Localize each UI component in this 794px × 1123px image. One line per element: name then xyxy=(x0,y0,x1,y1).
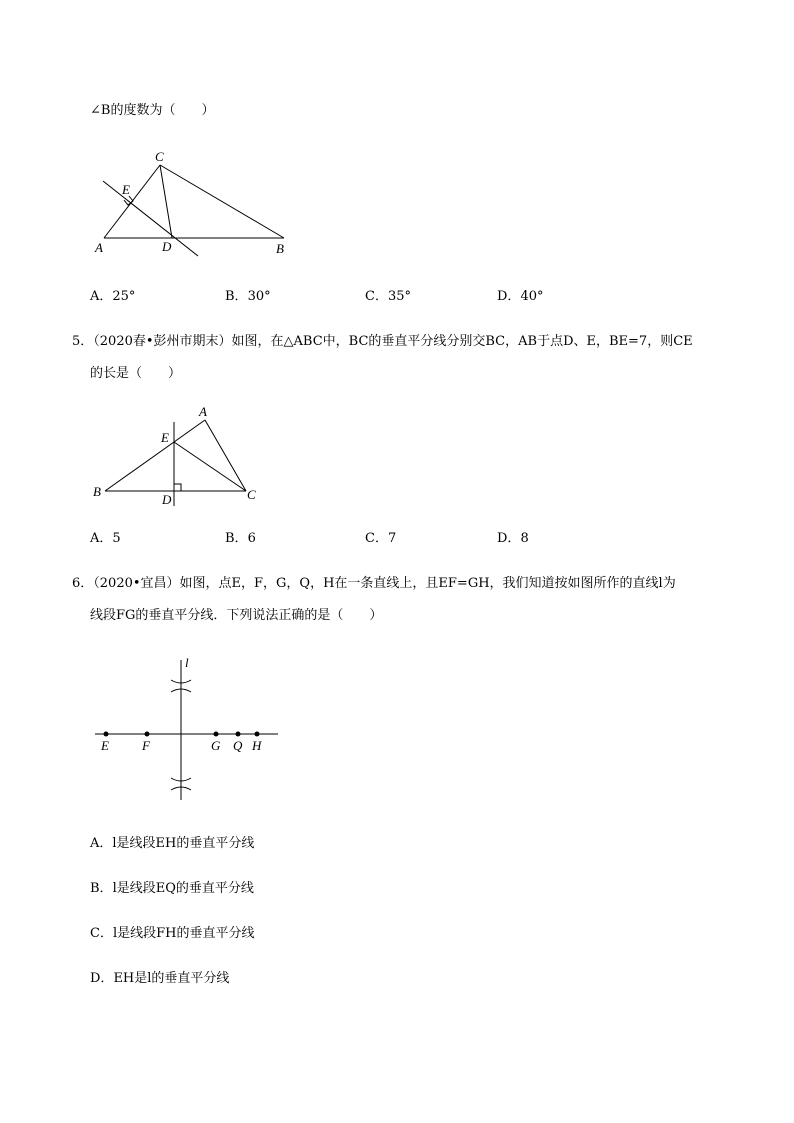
q5-segment-ba xyxy=(105,420,205,491)
q5-figure xyxy=(90,400,270,510)
q4-segment-cb xyxy=(160,165,284,238)
q5-label-a: A xyxy=(199,404,207,419)
q6-point-f xyxy=(145,732,150,737)
q6-option-a: A．l是线段EH的垂直平分线 xyxy=(90,836,255,851)
q6-question-line2: 线段FG的垂直平分线．下列说法正确的是（ ） xyxy=(90,608,383,623)
q5-segment-ec xyxy=(174,442,246,491)
q4-figure xyxy=(90,145,300,263)
q6-label-l: l xyxy=(185,655,189,670)
q6-point-e xyxy=(104,732,109,737)
q6-figure xyxy=(90,650,290,805)
q5-question-line2: 的长是（ ） xyxy=(90,366,182,381)
q6-label-g: G xyxy=(211,738,221,753)
q5-label-e: E xyxy=(161,430,169,445)
q4-label-b: B xyxy=(276,241,284,256)
q6-label-e: E xyxy=(101,738,109,753)
q6-point-g xyxy=(214,732,219,737)
q5-option-c: C．7 xyxy=(365,531,397,546)
q4-label-d: D xyxy=(162,239,172,254)
q4-label-c: C xyxy=(155,149,164,164)
q4-question-tail: ∠B的度数为（ ） xyxy=(90,103,215,118)
q4-option-a: A．25° xyxy=(90,289,136,304)
q5-option-d: D．8 xyxy=(497,531,529,546)
q6-question-line1: 6．（2020•宜昌）如图，点E，F，G，Q，H在一条直线上，且EF=GH，我们知道按如图所作的直线l为 xyxy=(72,576,676,591)
q6-label-f: F xyxy=(142,738,150,753)
q5-label-b: B xyxy=(93,484,101,499)
q6-option-b: B．l是线段EQ的垂直平分线 xyxy=(90,881,254,896)
q4-perpendicular-line xyxy=(103,181,198,256)
q6-label-h: H xyxy=(252,738,262,753)
q4-option-d: D．40° xyxy=(497,289,544,304)
q6-point-h xyxy=(255,732,260,737)
q4-option-b: B．30° xyxy=(225,289,271,304)
q5-option-b: B．6 xyxy=(225,531,256,546)
q6-option-d: D．EH是l的垂直平分线 xyxy=(90,971,230,986)
q5-question-line1: 5．（2020春•彭州市期末）如图，在△ABC中，BC的垂直平分线分别交BC，AB于点D、E，BE=7，则CE xyxy=(72,334,693,349)
q4-option-c: C．35° xyxy=(365,289,411,304)
q4-label-e: E xyxy=(122,182,130,197)
q6-option-c: C．l是线段FH的垂直平分线 xyxy=(90,926,255,941)
q5-label-c: C xyxy=(247,487,256,502)
q5-segment-ac xyxy=(205,420,246,491)
q6-label-q: Q xyxy=(233,738,243,753)
q5-right-angle-mark xyxy=(174,484,181,491)
q6-point-q xyxy=(236,732,241,737)
q5-label-d: D xyxy=(162,492,172,507)
q5-option-a: A．5 xyxy=(90,531,121,546)
q4-label-a: A xyxy=(95,240,103,255)
